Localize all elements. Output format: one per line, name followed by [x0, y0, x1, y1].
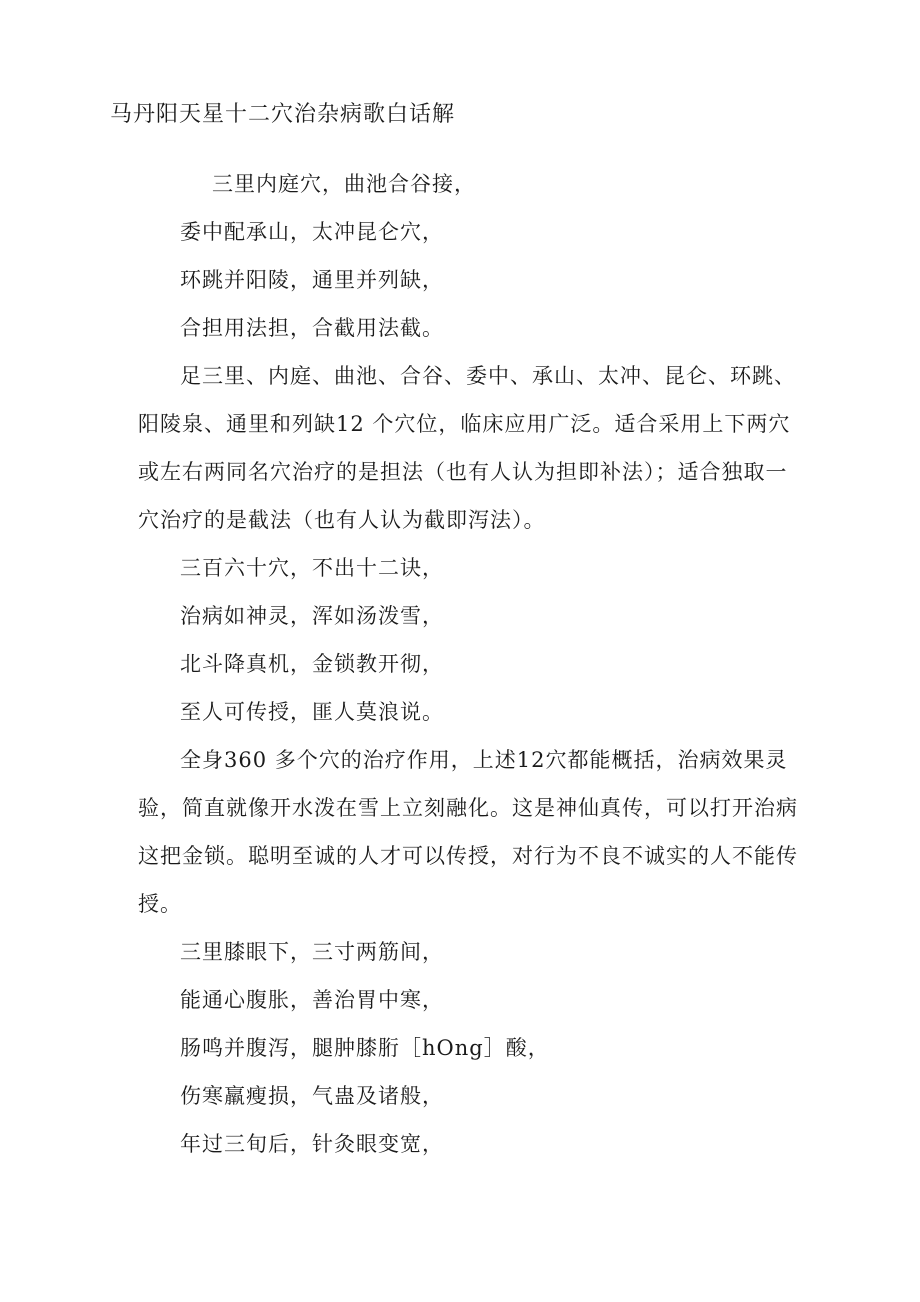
paragraph-line: 全身360 多个穴的治疗作用，上述12穴都能概括，治病效果灵 [180, 748, 788, 772]
verse-line: 三里内庭穴，曲池合谷接， [212, 172, 476, 196]
verse-line: 伤寒羸瘦损，气蛊及诸般， [180, 1084, 444, 1108]
paragraph-line: 阳陵泉、通里和列缺12 个穴位，临床应用广泛。适合采用上下两穴 [138, 412, 791, 436]
verse-line: 三百六十穴，不出十二诀， [180, 556, 444, 580]
verse-line: 三里膝眼下，三寸两筋间， [180, 940, 444, 964]
document-title: 马丹阳天星十二穴治杂病歌白话解 [110, 102, 456, 127]
verse-line: 肠鸣并腹泻，腿肿膝胻［hOng］酸， [180, 1036, 550, 1060]
verse-line: 能通心腹胀，善治胃中寒， [180, 988, 444, 1012]
paragraph-line: 穴治疗的是截法（也有人认为截即泻法）。 [138, 508, 546, 532]
paragraph-line: 授。 [138, 892, 182, 916]
paragraph-line: 足三里、内庭、曲池、合谷、委中、承山、太冲、昆仑、环跳、 [180, 364, 796, 388]
verse-line: 委中配承山，太冲昆仑穴， [180, 220, 444, 244]
verse-line: 治病如神灵，浑如汤泼雪， [180, 604, 444, 628]
paragraph-line: 或左右两同名穴治疗的是担法（也有人认为担即补法）；适合独取一 [138, 460, 788, 484]
verse-line: 北斗降真机，金锁教开彻， [180, 652, 444, 676]
verse-line: 合担用法担，合截用法截。 [180, 316, 444, 340]
paragraph-line: 验，简直就像开水泼在雪上立刻融化。这是神仙真传，可以打开治病 [138, 796, 798, 820]
verse-line: 至人可传授，匪人莫浪说。 [180, 700, 444, 724]
verse-line: 年过三旬后，针灸眼变宽， [180, 1132, 444, 1156]
paragraph-line: 这把金锁。聪明至诚的人才可以传授，对行为不良不诚实的人不能传 [138, 844, 798, 868]
verse-line: 环跳并阳陵，通里并列缺， [180, 268, 444, 292]
